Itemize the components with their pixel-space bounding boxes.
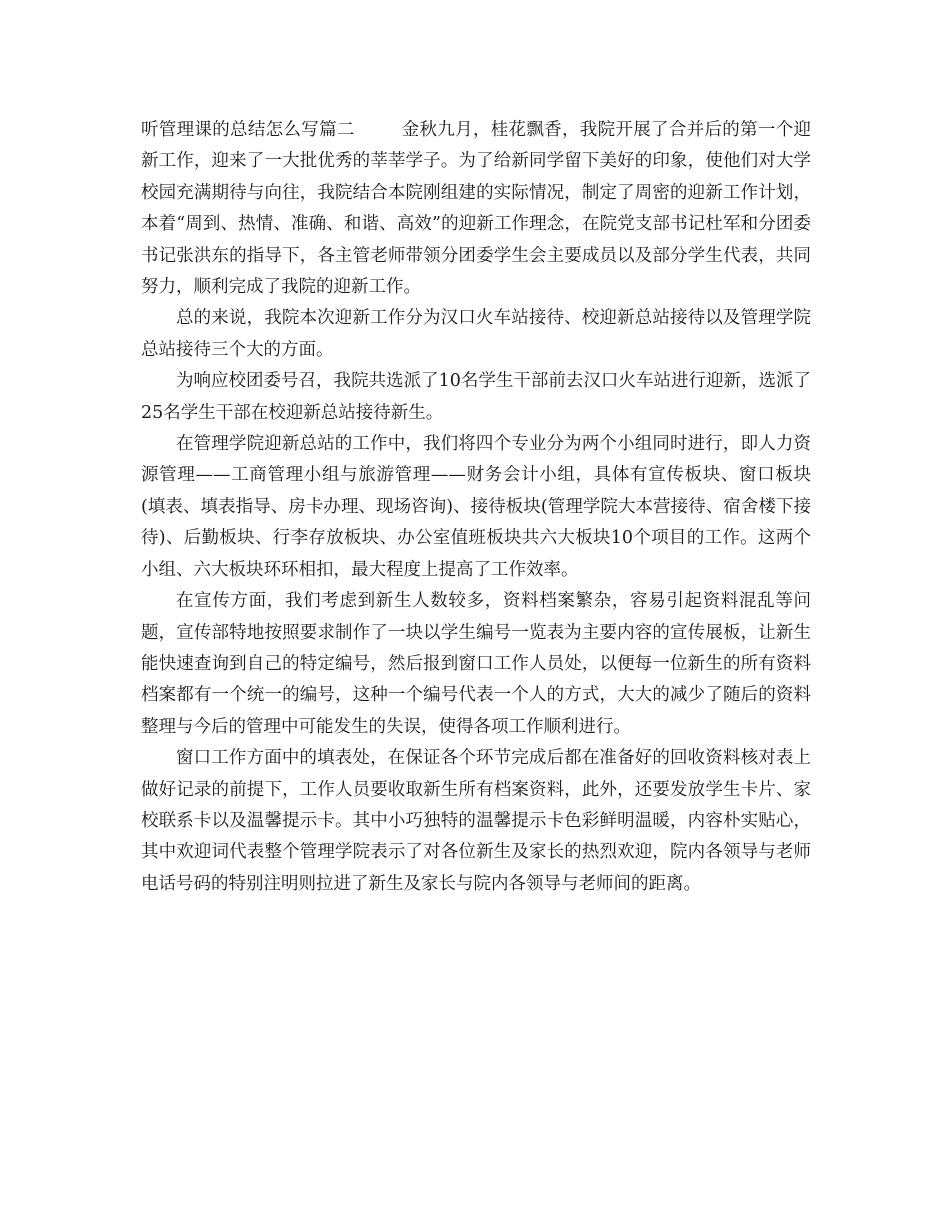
paragraph: 窗口工作方面中的填表处，在保证各个环节完成后都在准备好的回收资料核对表上做好记录的前提下，工作人员要收取新生所有档案资料，此外，还要发放学生卡片、家校联系卡以及温馨提示卡。其中小巧独特的温馨提示卡色彩鲜明温暖，内容朴实贴心，其中欢迎词代表整个管理学院表示了对各位新生及家长的热烈欢迎，院内各领导与老师电话号码的特别注明则拉进了新生及家长与院内各领导与老师间的距离。 <box>141 748 811 894</box>
paragraph: 在宣传方面，我们考虑到新生人数较多，资料档案繁杂，容易引起资料混乱等问题，宣传部特地按照要求制作了一块以学生编号一览表为主要内容的宣传展板，让新生能快速查询到自己的特定编号，然后报到窗口工作人员处，以便每一位新生的所有资料档案都有一个统一的编号，这种一个编号代表一个人的方式，大大的减少了随后的资料整理与今后的管理中可能发生的失误，使得各项工作顺利进行。 <box>141 591 811 737</box>
paragraph: 在管理学院迎新总站的工作中，我们将四个专业分为两个小组同时进行，即人力资源管理——工商管理小组与旅游管理——财务会计小组，具体有宣传板块、窗口板块(填表、填表指导、房卡办理、现场咨询)、接待板块(管理学院大本营接待、宿舍楼下接待)、后勤板块、行李存放板块、办公室值班板块共六大板块10个项目的工作。这两个小组、六大板块环环相扣，最大程度上提高了工作效率。 <box>141 434 811 580</box>
paragraph: 总的来说，我院本次迎新工作分为汉口火车站接待、校迎新总站接待以及管理学院总站接待三个大的方面。 <box>141 308 811 360</box>
paragraph-intro <box>141 115 811 303</box>
document-body <box>141 115 811 900</box>
document-title: 听管理课的总结怎么写篇二 <box>141 120 355 140</box>
paragraph-text: 金秋九月，桂花飘香，我院开展了合并后的第一个迎新工作，迎来了一大批优秀的莘莘学子。为了给新同学留下美好的印象，使他们对大学校园充满期待与向往，我院结合本院刚组建的实际情况，制定了周密的迎新工作计划，本着“周到、热情、准确、和谐、高效”的迎新工作理念，在院党支部书记杜军和分团委书记张洪东的指导下，各主管老师带领分团委学生会主要成员以及部分学生代表，共同努力，顺利完成了我院的迎新工作。 <box>141 120 812 298</box>
paragraph: 为响应校团委号召，我院共选派了10名学生干部前去汉口火车站进行迎新，选派了25名学生干部在校迎新总站接待新生。 <box>141 371 811 423</box>
title-gap <box>355 120 402 140</box>
